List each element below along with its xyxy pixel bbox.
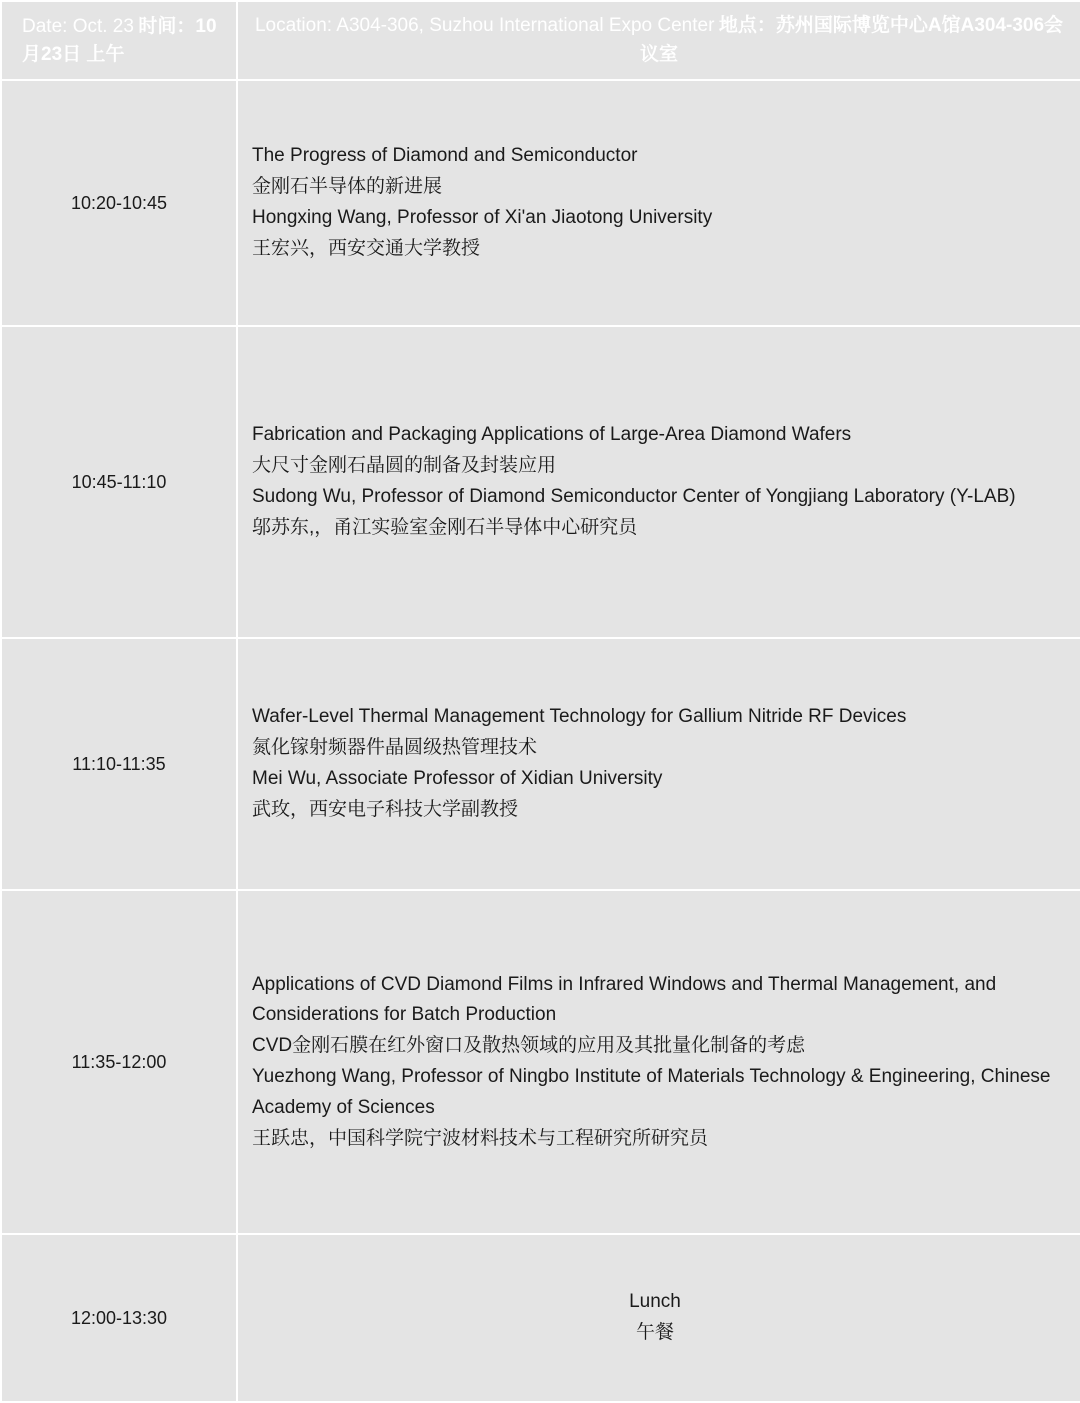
header-date-zh: 时间：10月23日 上午: [22, 15, 217, 65]
session-time: 10:20-10:45: [1, 80, 237, 326]
session-details: [237, 890, 1080, 1234]
table-header-row: [1, 1, 1080, 80]
session-title-zh: CVD金刚石膜在红外窗口及散热领域的应用及其批量化制备的考虑: [252, 1035, 806, 1057]
session-title-en: Wafer-Level Thermal Management Technology for Gallium Nitride RF Devices: [252, 706, 907, 728]
header-date-en: Date: Oct. 23: [22, 15, 134, 37]
session-title-en: Applications of CVD Diamond Films in Infrared Windows and Thermal Management, and Considerations for Batch Production: [252, 973, 997, 1026]
session-title-zh: 大尺寸金刚石晶圆的制备及封装应用: [252, 455, 557, 477]
session-title-zh: 氮化镓射频器件晶圆级热管理技术: [252, 737, 538, 759]
session-title-en: The Progress of Diamond and Semiconductor: [252, 145, 638, 167]
session-title-zh: 午餐: [635, 1322, 674, 1343]
session-speaker-zh: 王跃忠，中国科学院宁波材料技术与工程研究所研究员: [252, 1127, 709, 1149]
session-speaker-en: Yuezhong Wang, Professor of Ningbo Institute of Materials Technology & Engineering, Chinese Academy of Sciences: [252, 1066, 1051, 1118]
table-row: [1, 638, 1080, 890]
session-speaker-zh: 王宏兴，西安交通大学教授: [252, 237, 481, 259]
header-location-cell: [237, 1, 1080, 80]
session-speaker-en: Hongxing Wang, Professor of Xi'an Jiaotong University: [252, 207, 713, 228]
table-row: [1, 326, 1080, 638]
session-speaker-zh: 邬苏东,，甬江实验室金刚石半导体中心研究员: [252, 516, 638, 538]
session-details: [237, 638, 1080, 890]
session-time: 12:00-13:30: [1, 1234, 237, 1402]
session-speaker-en: Mei Wu, Associate Professor of Xidian University: [252, 768, 663, 789]
session-details: [237, 326, 1080, 638]
session-time: 10:45-11:10: [1, 326, 237, 638]
header-location-en: Location: A304-306, Suzhou International Expo Center: [254, 15, 715, 36]
session-speaker-en: Sudong Wu, Professor of Diamond Semiconductor Center of Yongjiang Laboratory (Y-LAB): [252, 486, 1016, 507]
session-details: [237, 80, 1080, 326]
session-time: 11:35-12:00: [1, 890, 237, 1234]
session-speaker-zh: 武玫，西安电子科技大学副教授: [252, 798, 519, 820]
table-row: [1, 890, 1080, 1234]
header-location-zh: 地点：苏州国际博览中心A馆A304-306会议室: [639, 15, 1064, 65]
table-row: [1, 80, 1080, 326]
table-row: [1, 1234, 1080, 1402]
header-date-cell: [1, 1, 237, 80]
session-title-zh: 金刚石半导体的新进展: [252, 176, 443, 198]
session-time: 11:10-11:35: [1, 638, 237, 890]
session-title-en: Lunch: [629, 1291, 681, 1313]
session-details: [237, 1234, 1080, 1402]
session-title-en: Fabrication and Packaging Applications of Large-Area Diamond Wafers: [252, 424, 852, 446]
